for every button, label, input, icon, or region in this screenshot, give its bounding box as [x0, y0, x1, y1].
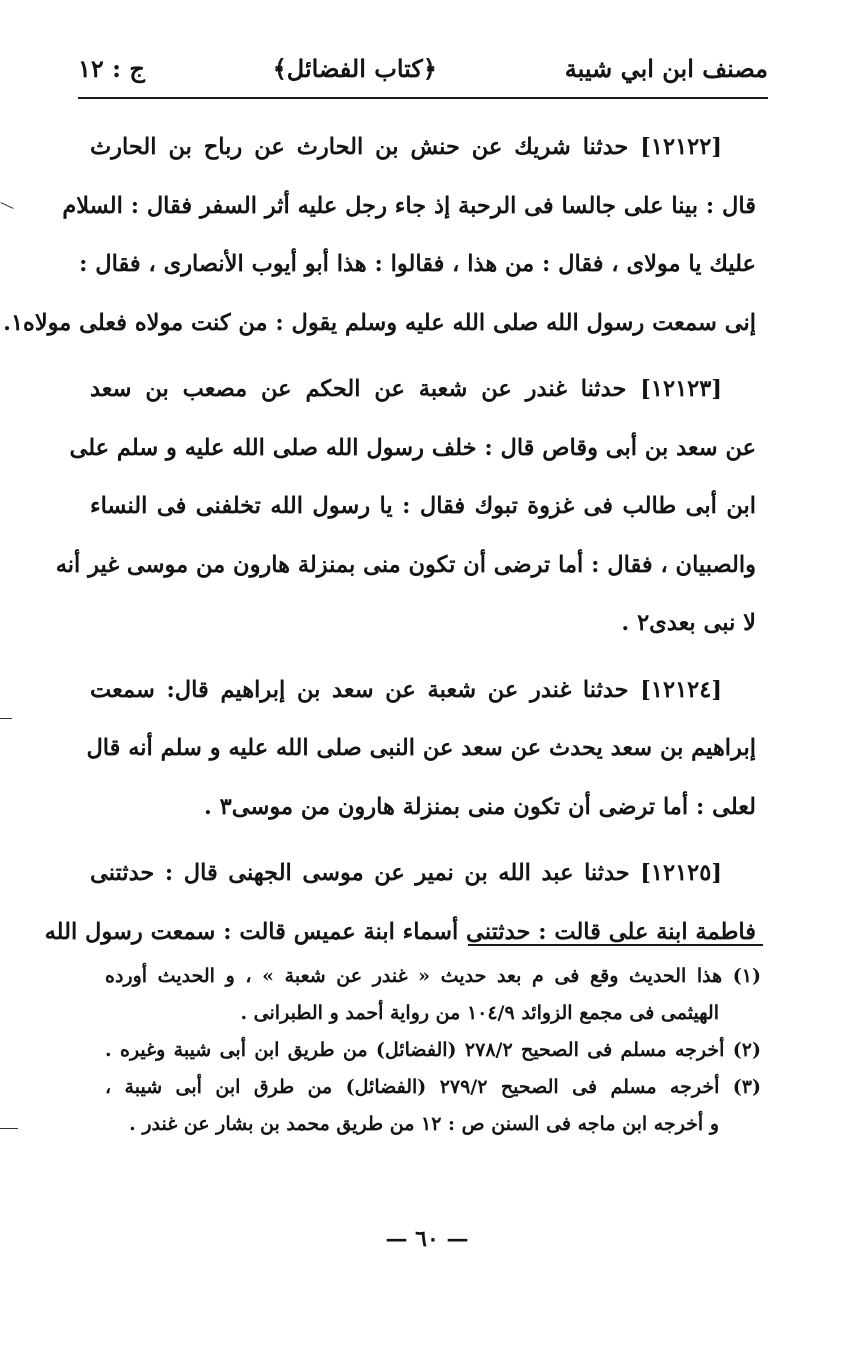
text-line: إبراهيم بن سعد يحدث عن سعد عن النبى صلى الله عليه و سلم أنه قال	[86, 735, 756, 761]
text-line: فاطمة ابنة على قالت : حدثتنى أسماء ابنة عميس قالت : سمعت رسول الله	[44, 918, 756, 945]
book-title: مصنف ابن ابي شيبة	[564, 53, 768, 83]
text-line: والصبيان ، فقال : أما ترضى أن تكون منى بمنزلة هارون من موسى غير أنه	[55, 551, 756, 578]
scan-edge-mark	[0, 1128, 18, 1129]
footnote-2: (٢) أخرجه مسلم فى الصحيح ٢٧٨/٢ (الفضائل) من طريق ابن أبى شيبة وغيره .	[105, 1039, 761, 1061]
scan-edge-mark	[0, 718, 12, 719]
text-line: إنى سمعت رسول الله صلى الله عليه وسلم يقول : من كنت مولاه فعلى مولاه١.	[3, 309, 756, 336]
volume-number: ج : ١٢	[78, 53, 145, 83]
text-line: لعلى : أما ترضى أن تكون منى بمنزلة هارون من موسى٣ .	[203, 793, 756, 820]
text-line: [١٢١٢٤] حدثنا غندر عن شعبة عن سعد بن إبراهيم قال: سمعت	[90, 676, 722, 703]
footnote-rule	[468, 944, 763, 946]
text-line: ابن أبى طالب فى غزوة تبوك فقال : يا رسول الله تخلفنى فى النساء	[90, 493, 756, 519]
text-line: عليك يا مولاى ، فقال : من هذا ، فقالوا : هذا أبو أيوب الأنصارى ، فقال :	[79, 251, 756, 277]
text-line: [١٢١٢٥] حدثنا عبد الله بن نمير عن موسى الجهنى قال : حدثتنى	[90, 860, 722, 886]
text-line: لا نبى بعدى٢ .	[621, 610, 756, 636]
scan-edge-mark	[0, 202, 13, 209]
text-line: [١٢١٢٢] حدثنا شريك عن حنش بن الحارث عن رباح بن الحارث	[90, 134, 722, 160]
footnote-3-continued: و أخرجه ابن ماجه فى السنن ص : ١٢ من طريق محمد بن بشار عن غندر .	[129, 1113, 719, 1135]
page-number: — ٦٠ —	[385, 1226, 469, 1252]
footnote-1-continued: الهيثمى فى مجمع الزوائد ١٠٤/٩ من رواية أحمد و الطبرانى .	[240, 1002, 719, 1024]
chapter-title: ﴿كتاب الفضائل﴾	[272, 53, 437, 83]
hadith-entry-12124	[86, 661, 756, 837]
page-header	[78, 46, 768, 90]
footnote-3: (٣) أخرجه مسلم فى الصحيح ٢٧٩/٢ (الفضائل) من طرق ابن أبى شيبة ،	[105, 1076, 761, 1098]
header-rule	[78, 97, 768, 99]
footnotes	[105, 958, 761, 1143]
hadith-body	[3, 118, 756, 969]
hadith-entry-12122	[3, 118, 756, 352]
hadith-entry-12123	[55, 360, 756, 653]
text-line: قال : بينا على جالسا فى الرحبة إذ جاء رجل عليه أثر السفر فقال : السلام	[62, 192, 756, 219]
text-line: عن سعد بن أبى وقاص قال : خلف رسول الله صلى الله عليه و سلم على	[69, 434, 756, 461]
text-line: [١٢١٢٣] حدثنا غندر عن شعبة عن الحكم عن مصعب بن سعد	[90, 376, 722, 402]
footnote-1: (١) هذا الحديث وقع فى م بعد حديث « غندر عن شعبة » ، و الحديث أورده	[105, 965, 761, 987]
